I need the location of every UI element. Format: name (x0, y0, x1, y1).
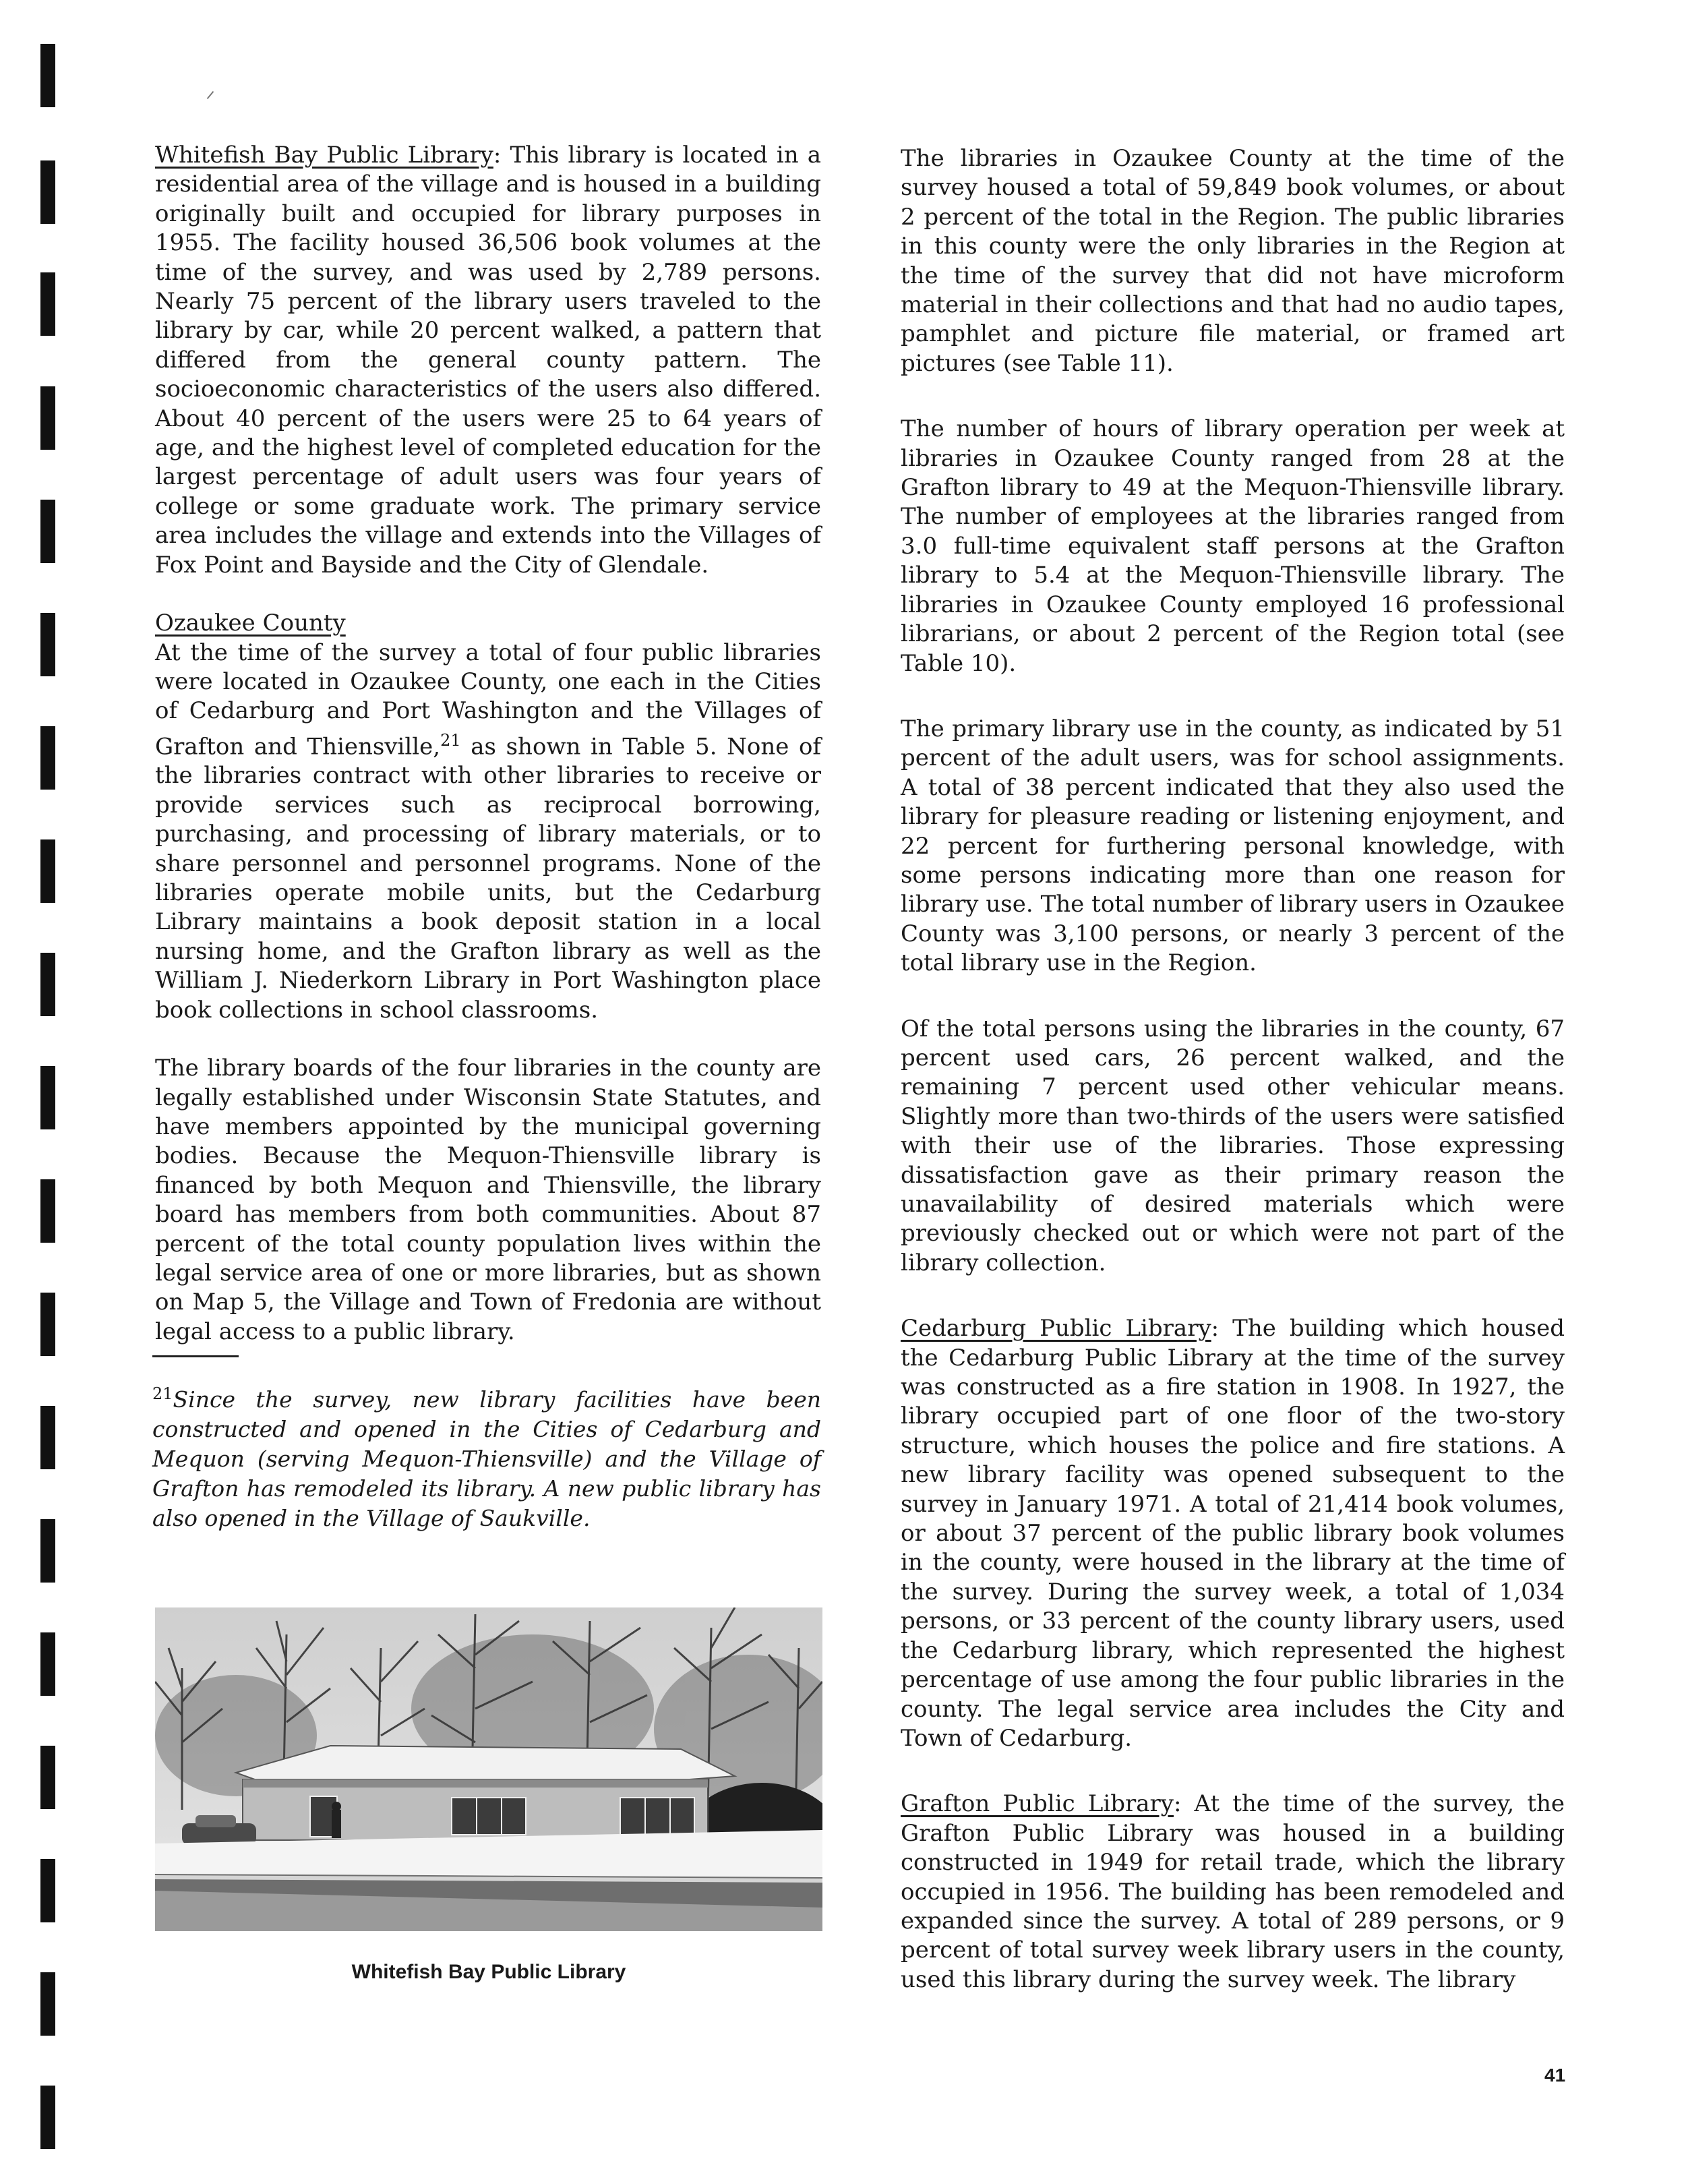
footnote (152, 1379, 821, 1533)
ozaukee-use-paragraph: The primary library use in the county, as indicated by 51 percent of the adult users, was for school assignments. A total of 38 percent indicated that they also used the library for pleasure reading or listening enjoyment, and 22 percent for furthering personal knowledge, with some persons indicating more than one reason for library use. The total number of library users in Ozaukee County was 3,100 persons, or nearly 3 percent of the total library use in the Region. (901, 715, 1565, 977)
ozaukee-hours-paragraph: The number of hours of library operation per week at libraries in Ozaukee County ranged from 28 at the Grafton library to 49 at the Mequon-Thiensville library. The number of employees at the libraries ranged from 3.0 full-time equivalent staff persons at the Grafton library to 5.4 at the Mequon-Thiensville library. The libraries in Ozaukee County employed 16 professional librarians, or about 2 percent of the Region total (see Table 10). (901, 415, 1565, 677)
ozaukee-county-heading: Ozaukee County (155, 610, 346, 637)
photo-caption: Whitefish Bay Public Library (351, 1961, 626, 1983)
left-column (155, 141, 821, 1347)
whitefish-bay-text: : This library is located in a residential area of the village and is housed in a building originally built and occupied for library purposes in 1955. The facility housed 36,506 book volumes at the time of the survey, and was used by 2,789 persons. Nearly 75 percent of the library users traveled to the library by car, while 20 percent walked, a pattern that differed from the general county pattern. The socioeconomic characteristics of the users also differed. About 40 percent of the users were 25 to 64 years of age, and the highest level of completed education for the largest percentage of adult users was four years of college or some graduate work. The primary service area includes the village and extends into the Villages of Fox Point and Bayside and the City of Glendale. (155, 142, 821, 579)
cedarburg-heading: Cedarburg Public Library (901, 1315, 1211, 1342)
footnote-number: 21 (152, 1384, 173, 1403)
whitefish-bay-heading: Whitefish Bay Public Library (155, 142, 493, 169)
stray-mark (207, 91, 214, 99)
ozaukee-libraries-paragraph: At the time of the survey a total of four public libraries were located in Ozaukee County, one each in the Cities of Cedarburg and Port Washington and the Villages of Grafton and Thiensville,$^{21}$ as shown in Table 5. None of the libraries contract with other libraries to receive or provide services such as reciprocal borrowing, purchasing, and processing of library materials, or to share personnel and personnel programs. None of the libraries operate mobile units, but the Cedarburg Library maintains a book deposit station in a local nursing home, and the Grafton library as well as the William J. Niederkorn Library in Port Washington place book collections in school classrooms. (155, 639, 821, 1024)
library-photo-illustration (155, 1607, 822, 1931)
right-column (901, 144, 1565, 1995)
library-photo (155, 1607, 822, 1931)
whitefish-bay-paragraph (155, 141, 821, 580)
footnote-rule (152, 1355, 239, 1357)
page-number: 41 (1544, 2065, 1566, 2086)
grafton-heading: Grafton Public Library (901, 1790, 1174, 1818)
cedarburg-paragraph: Cedarburg Public Library: The building which housed the Cedarburg Public Library at the time of the survey was constructed as a fire station in 1908. In 1927, the library occupied part of one floor of the two-story structure, which houses the police and fire stations. A new library facility was opened subsequent to the survey in January 1971. A total of 21,414 book volumes, or about 37 percent of the public library book volumes in the county, were housed in the library at the time of the survey. During the survey week, a total of 1,034 persons, or 33 percent of the county library users, used the Cedarburg library, which represented the highest percentage of use among the four public libraries in the county. The legal service area includes the City and Town of Cedarburg. (901, 1315, 1565, 1752)
ozaukee-travel-paragraph: Of the total persons using the libraries in the county, 67 percent used cars, 26 percent walked, and the remaining 7 percent used other vehicular means. Slightly more than two-thirds of the users were satisfied with their use of the libraries. Those expressing dissatisfaction gave as their primary reason the unavailability of desired materials which were previously checked out or which were not part of the library collection. (901, 1015, 1565, 1276)
library-boards-paragraph: The library boards of the four libraries in the county are legally established under Wisconsin State Statutes, and have members appointed by the municipal governing bodies. Because the Mequon-Thiensville library is financed by both Mequon and Thiensville, the library board has members from both communities. About 87 percent of the total county population lives within the legal service area of one or more libraries, but as shown on Map 5, the Village and Town of Fredonia are without legal access to a public library. (155, 1055, 821, 1345)
footnote-reference: 21 (440, 730, 461, 750)
ozaukee-collections-paragraph: The libraries in Ozaukee County at the time of the survey housed a total of 59,849 book volumes, or about 2 percent of the total in the Region. The public libraries in this county were the only libraries in the Region at the time of the survey that did not have microform material in their collections and that had no audio tapes, pamphlet and picture file material, or framed art pictures (see Table 11). (901, 145, 1565, 377)
footnote-text: Since the survey, new library facilities have been constructed and opened in the Cities of Cedarburg and Mequon (serving Mequon-Thiensville) and the Village of Grafton has remodeled its library. A new public library has also opened in the Village of Saukville. (152, 1386, 821, 1531)
grafton-paragraph: Grafton Public Library: At the time of the survey, the Grafton Public Library was housed in a building constructed in 1949 for retail trade, which the library occupied in 1956. The building has been remodeled and expanded since the survey. A total of 289 persons, or 9 percent of total survey week library users in the county, used this library during the survey week. The library (901, 1790, 1565, 1993)
